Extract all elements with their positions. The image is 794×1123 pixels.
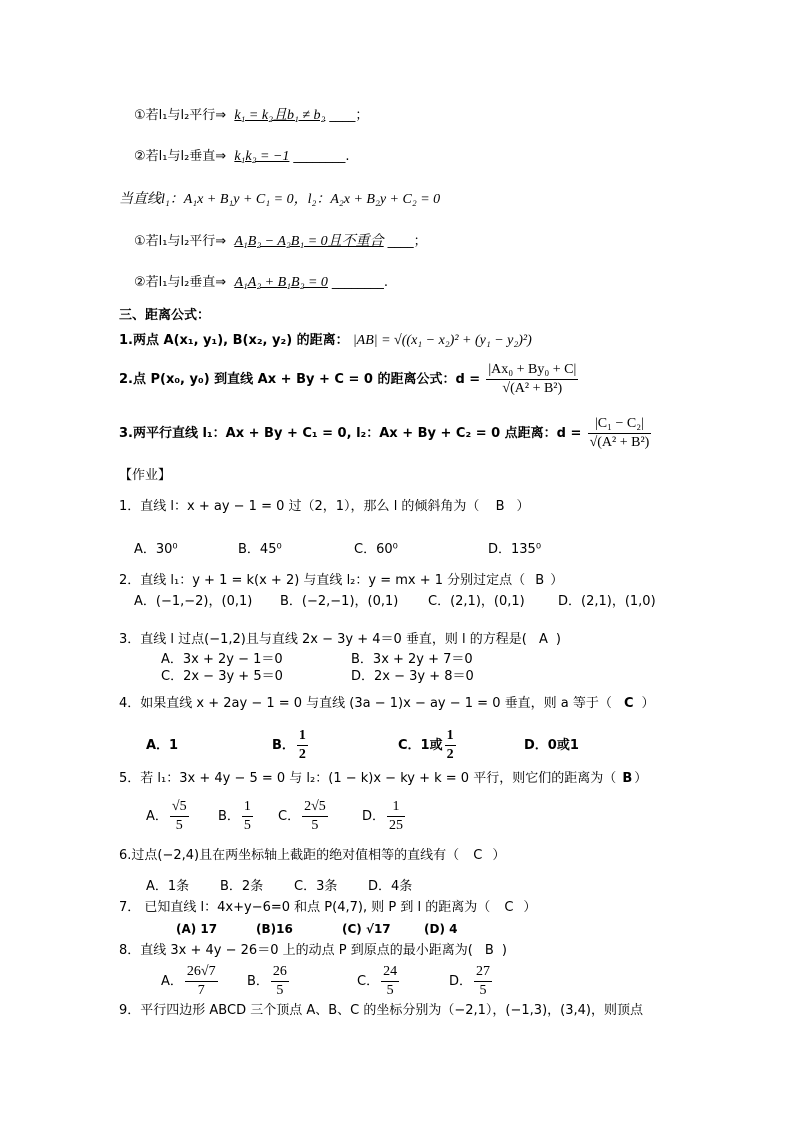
fraction-denominator: 5 (311, 818, 319, 833)
question-close: ） (523, 900, 537, 915)
condition-perpendicular-slope: ②若l₁与l₂垂直⇒ k₁k₂ = −1 ________. (134, 149, 350, 164)
question-1 (119, 497, 530, 517)
option-d: D．135⁰ (488, 542, 542, 557)
condition-label: ①若l₁与l₂平行⇒ (134, 108, 227, 123)
fraction-numerator: 1 (297, 727, 308, 746)
question-close: ) (555, 632, 561, 647)
fraction-numerator: |C₁ − C₂| (588, 415, 652, 434)
formula-fraction (588, 415, 652, 452)
option-a: (A) 17 (176, 922, 218, 936)
question-stem: 9．平行四边形 ABCD 三个顶点 A、B、C 的坐标分别为（−2,1），(−1,3)，(3,4)，则顶点 (119, 1003, 643, 1018)
fraction (297, 727, 308, 764)
question-stem: 8．直线 3x + 4y − 26＝0 上的动点 P 到原点的最小距离为( (119, 943, 473, 958)
question-stem: 5．若 l₁：3x + 4y − 5 = 0 与 l₂：(1 − k)x − ky + k = 0 平行，则它们的距离为（ (119, 771, 617, 786)
option-a: A． (146, 809, 168, 824)
formula-point-line (119, 358, 580, 402)
fraction-numerator: |Ax₀ + By₀ + C| (486, 361, 578, 380)
option-b: (B)16 (256, 922, 293, 936)
question-close: ) (501, 943, 507, 958)
condition-parallel-slope: ①若l₁与l₂平行⇒ k₁ = k₂且b₁ ≠ b₂ ____； (134, 108, 369, 123)
question-stem: 1．直线 l：x + ay − 1 = 0 过（2，1），那么 l 的倾斜角为（ (119, 499, 480, 514)
option-d: D．2x − 3y + 8＝0 (351, 669, 474, 684)
question-6-options (146, 877, 412, 897)
question-close: ） (516, 499, 530, 514)
homework-heading: 【作业】 (119, 468, 172, 483)
option-b: B．2条 (220, 879, 264, 894)
question-2 (119, 571, 563, 591)
option-d: D．(2,1)，(1,0) (558, 594, 656, 609)
fraction-denominator: 5 (386, 983, 394, 998)
general-form-text: 当直线l₁：A₁x + B₁y + C₁ = 0，l₂：A₂x + B₂y + C₂ = 0 (119, 192, 441, 207)
condition-perpendicular-general: ②若l₁与l₂垂直⇒ A₁A₂ + B₁B₂ = 0 ________. (134, 275, 389, 290)
option-c: C．3条 (294, 879, 338, 894)
question-answer: B (495, 499, 505, 514)
condition-label: ②若l₁与l₂垂直⇒ (134, 275, 227, 290)
fraction-numerator: 1 (387, 798, 405, 817)
question-answer: B (535, 573, 545, 588)
option-d: D．0或1 (524, 738, 579, 753)
condition-answer: A₁A₂ + B₁B₂ = 0 (234, 275, 328, 290)
fraction-numerator: 24 (381, 963, 399, 982)
option-c: C． (278, 809, 301, 824)
option-d: (D) 4 (424, 922, 458, 936)
question-close: ） (641, 696, 655, 711)
formula-label: 3.两平行直线 l₁：Ax + By + C₁ = 0, l₂：Ax + By + C₂ = 0 点距离：d = (119, 426, 582, 441)
option-b: B． (247, 974, 269, 989)
option-c: C．(2,1)，(0,1) (428, 594, 525, 609)
question-answer: B (484, 943, 494, 958)
condition-answer: A₁B₂ − A₂B₁ = 0且不重合 (234, 234, 384, 249)
option-c: C． (357, 974, 380, 989)
condition-answer: k₁k₂ = −1 (234, 149, 290, 164)
fraction-denominator: 5 (276, 983, 284, 998)
option-c: C．60⁰ (354, 542, 398, 557)
formula-expression: |AB| = √((x₁ − x₂)² + (y₁ − y₂)²) (352, 333, 532, 348)
option-a: A．1 (146, 738, 179, 753)
question-close: ） (492, 848, 506, 863)
question-stem: 3．直线 l 过点(−1,2)且与直线 2x − 3y + 4＝0 垂直，则 l 的方程是( (119, 632, 527, 647)
question-close: ） (634, 771, 648, 786)
fraction-numerator: 26√7 (185, 963, 218, 982)
question-stem: 4．如果直线 x + 2ay − 1 = 0 与直线 (3a − 1)x − ay − 1 = 0 垂直，则 a 等于（ (119, 696, 612, 711)
fraction-denominator: 5 (479, 983, 487, 998)
question-answer: C (624, 696, 634, 711)
question-stem: 6.过点(−2,4)且在两坐标轴上截距的绝对值相等的直线有（ (119, 848, 460, 863)
question-9 (119, 1001, 643, 1021)
fraction (242, 798, 253, 835)
question-8 (119, 941, 507, 961)
condition-label: ①若l₁与l₂平行⇒ (134, 234, 227, 249)
option-a: A．(−1,−2)，(0,1) (134, 594, 253, 609)
fraction-denominator: 2 (298, 747, 306, 762)
option-d: D． (362, 809, 386, 824)
option-a: A．3x + 2y − 1＝0 (161, 652, 283, 667)
fraction-numerator: 26 (271, 963, 289, 982)
question-answer: B (622, 771, 633, 786)
question-answer: C (473, 848, 483, 863)
question-7 (119, 898, 536, 918)
option-b: B．3x + 2y + 7＝0 (351, 652, 473, 667)
fraction (445, 727, 456, 764)
option-a: A． (161, 974, 183, 989)
option-a: A．1条 (146, 879, 190, 894)
option-c: C．2x − 3y + 5＝0 (161, 669, 283, 684)
fraction (185, 963, 218, 1000)
question-5-options (146, 795, 407, 839)
question-answer: A (539, 632, 548, 647)
question-1-options (134, 540, 541, 560)
fraction-numerator: 27 (474, 963, 492, 982)
option-c: (C) √17 (342, 922, 391, 936)
fraction (302, 798, 328, 835)
question-stem: 7． 已知直线 l：4x+y−6=0 和点 P(4,7), 则 P 到 l 的距离为（ (119, 900, 491, 915)
fraction-denominator: √(A² + B²) (502, 381, 563, 396)
fraction (170, 798, 189, 835)
fraction (474, 963, 492, 1000)
formula-label: 1.两点 A(x₁, y₁), B(x₂, y₂) 的距离： (119, 333, 349, 348)
formula-fraction (486, 361, 578, 398)
general-form-line (119, 190, 440, 210)
option-d: D．4条 (368, 879, 413, 894)
fraction-denominator: 25 (389, 818, 404, 833)
fraction-numerator: 1 (445, 727, 456, 746)
question-stem: 2．直线 l₁：y + 1 = k(x + 2) 与直线 l₂：y = mx + 1 分别过定点（ (119, 573, 526, 588)
section-heading-distance: 三、距离公式： (119, 308, 211, 323)
question-2-options (134, 592, 656, 612)
option-d: D． (449, 974, 473, 989)
question-3-options-row2 (161, 667, 474, 687)
option-b: B．(−2,−1)，(0,1) (280, 594, 399, 609)
fraction-numerator: 2√5 (302, 798, 328, 817)
question-3 (119, 630, 561, 650)
question-8-options (161, 960, 494, 1004)
option-b: B． (272, 738, 295, 753)
option-b: B．45⁰ (238, 542, 282, 557)
fraction-denominator: 5 (175, 818, 183, 833)
option-a: A．30⁰ (134, 542, 178, 557)
question-4 (119, 694, 655, 714)
formula-label: 2.点 P(x₀, y₀) 到直线 Ax + By + C = 0 的距离公式：d = (119, 372, 481, 387)
condition-parallel-general: ①若l₁与l₂平行⇒ A₁B₂ − A₂B₁ = 0且不重合 ____； (134, 234, 427, 249)
fraction-denominator: 7 (197, 983, 205, 998)
fraction (381, 963, 399, 1000)
fraction-numerator: 1 (242, 798, 253, 817)
question-7-options (176, 919, 457, 939)
fraction-numerator: √5 (170, 798, 189, 817)
condition-answer: k₁ = k₂且b₁ ≠ b₂ (234, 108, 326, 123)
question-5 (119, 769, 647, 789)
option-c: C．1或 (398, 738, 443, 753)
option-b: B． (218, 809, 240, 824)
fraction (271, 963, 289, 1000)
question-4-options (146, 726, 579, 766)
question-6 (119, 846, 505, 866)
formula-parallel-lines (119, 412, 653, 456)
condition-label: ②若l₁与l₂垂直⇒ (134, 149, 227, 164)
fraction-denominator: 5 (243, 818, 251, 833)
fraction-denominator: 2 (446, 747, 454, 762)
formula-two-points (119, 331, 532, 351)
question-close: ） (550, 573, 564, 588)
fraction-denominator: √(A² + B²) (589, 435, 650, 450)
question-answer: C (504, 900, 514, 915)
fraction (387, 798, 405, 835)
